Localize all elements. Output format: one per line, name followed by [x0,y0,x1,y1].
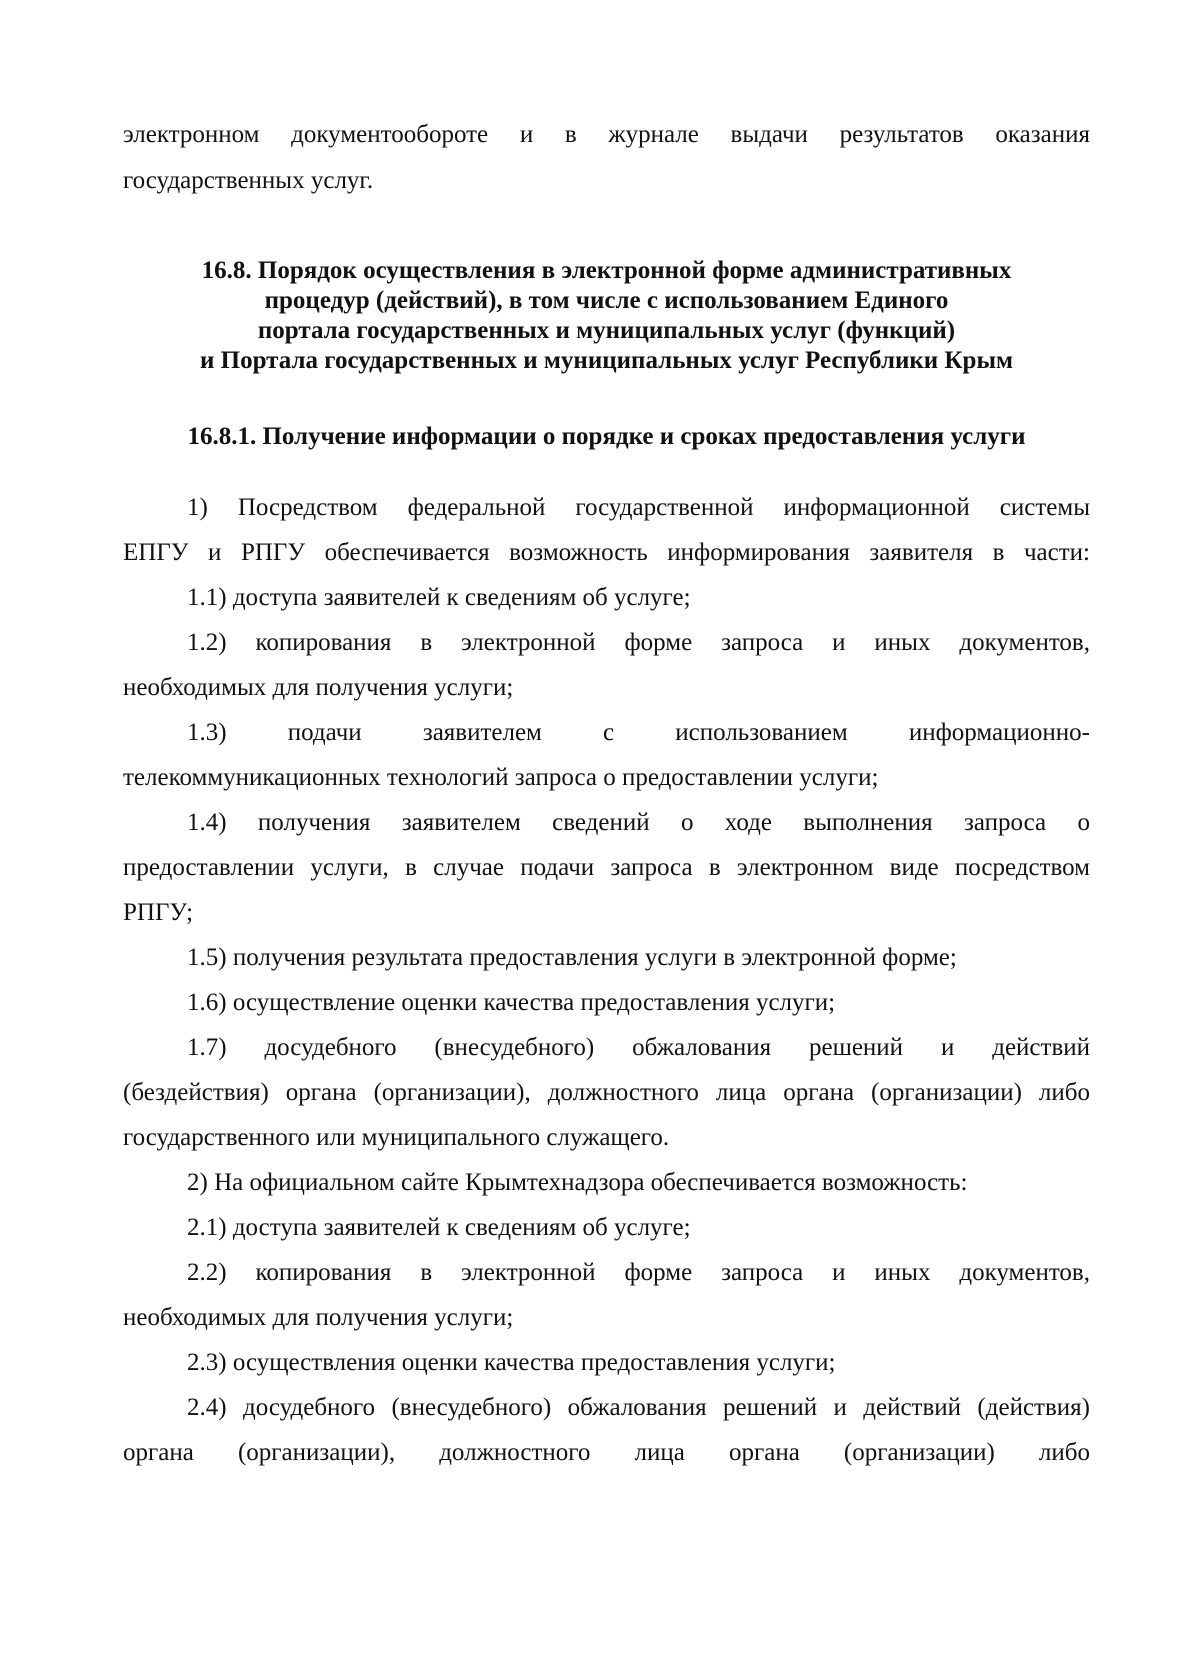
body-text-line: предоставлении услуги, в случае подачи запроса в электронном виде посредством [123,854,1090,881]
list-item-text: 1.6) осуществление оценки качества предоставления услуги; [187,989,836,1016]
body-text-line: 1) Посредством федеральной государственной информационной системы [187,494,1090,521]
list-item-text: 1.1) доступа заявителей к сведениям об услуге; [187,584,691,611]
body-text-line: РПГУ; [123,899,194,926]
body-text-line: электронном документообороте и в журнале выдачи результатов оказания [123,121,1090,148]
list-item-text: 2.2) копирования в электронной форме запроса и иных документов, [187,1259,1090,1286]
section-heading-line: портала государственных и муниципальных услуг (функций) [257,317,956,344]
section-heading-line: процедур (действий), в том числе с использованием Единого [264,287,949,314]
section-heading-line: и Портала государственных и муниципальных услуг Республики Крым [199,347,1014,374]
subsection-heading: 16.8.1. Получение информации о порядке и сроках предоставления услуги [187,423,1026,450]
list-item-text: 1.2) копирования в электронной форме запроса и иных документов, [187,629,1090,656]
body-text-line: государственного или муниципального служащего. [123,1124,670,1151]
body-text-line: телекоммуникационных технологий запроса о предоставлении услуги; [123,764,879,791]
body-text-line: необходимых для получения услуги; [123,1304,514,1331]
body-text-line: ЕПГУ и РПГУ обеспечивается возможность информирования заявителя в части: [123,539,1090,566]
list-item-text: 2.4) досудебного (внесудебного) обжалования решений и действий (действия) [187,1394,1090,1421]
body-text-line: (бездействия) органа (организации), должностного лица органа (организации) либо [123,1079,1090,1106]
body-text-line: 2) На официальном сайте Крымтехнадзора обеспечивается возможность: [187,1169,968,1196]
list-item-text: 1.3) подачи заявителем с использованием информационно- [187,719,1090,746]
body-text-line: необходимых для получения услуги; [123,674,514,701]
list-item-text: 2.3) осуществления оценки качества предоставления услуги; [187,1349,836,1376]
section-heading-line: 16.8. Порядок осуществления в электронной форме административных [201,257,1012,284]
list-item-text: 1.5) получения результата предоставления услуги в электронной форме; [187,944,957,971]
list-item-text: 1.7) досудебного (внесудебного) обжалования решений и действий [187,1034,1090,1061]
body-text-line: органа (организации), должностного лица органа (организации) либо [123,1439,1090,1466]
body-text-line: государственных услуг. [123,167,374,194]
list-item-text: 2.1) доступа заявителей к сведениям об услуге; [187,1214,691,1241]
list-item-text: 1.4) получения заявителем сведений о ходе выполнения запроса о [187,809,1090,836]
